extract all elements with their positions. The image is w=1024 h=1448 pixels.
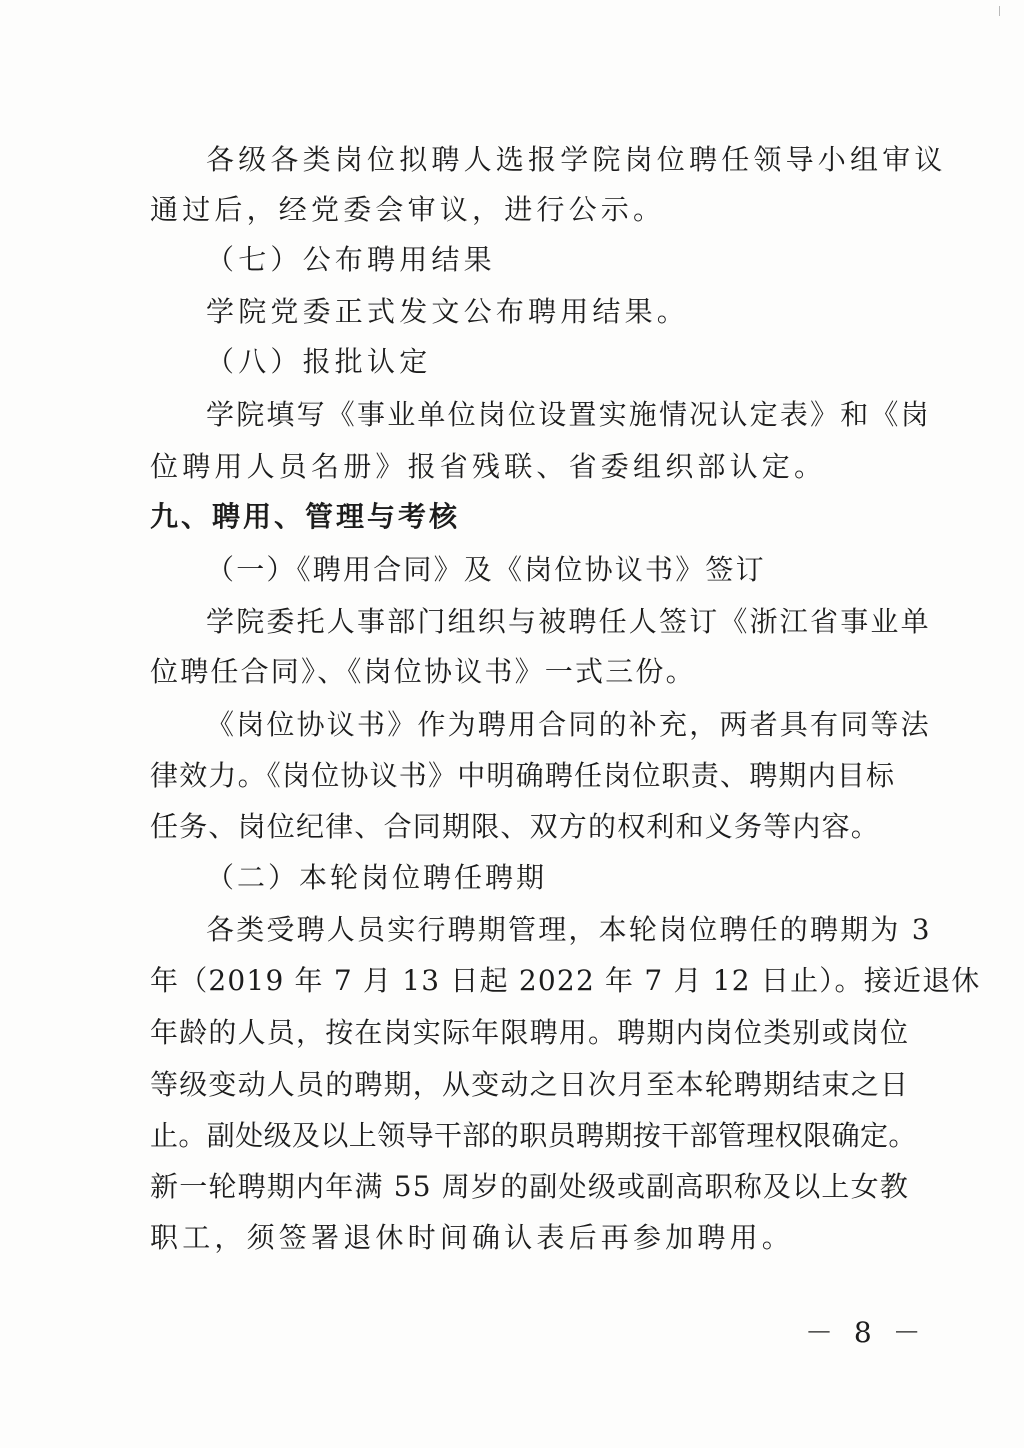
text-line-2: 通过后，经党委会审议，进行公示。 [150,193,666,226]
text-line-1: 各级各类岗位拟聘人选报学院岗位聘任领导小组审议 [206,143,947,176]
subheading-8: （八）报批认定 [206,345,432,378]
text-line-21: 新一轮聘期内年满 55 周岁的副处级或副高职称及以上女教 [150,1170,910,1203]
text-line-13: 律效力。《岗位协议书》中明确聘任岗位职责、聘期内目标 [150,759,896,792]
subheading-9-1: （一）《聘用合同》及《岗位协议书》签订 [206,553,766,586]
text-line-12: 《岗位协议书》作为聘用合同的补充，两者具有同等法 [206,708,931,741]
text-line-20: 止。副处级及以上领导干部的职员聘期按干部管理权限确定。 [150,1119,917,1152]
page-number: － 8 － [805,1316,927,1349]
text-line-10: 学院委托人事部门组织与被聘任人签订《浙江省事业单 [206,605,931,638]
text-line-4: 学院党委正式发文公布聘用结果。 [206,295,690,328]
scan-edge-mark [999,6,1000,16]
text-line-17: 年（2019 年 7 月 13 日起 2022 年 7 月 12 日止）。接近退休 [150,964,981,997]
text-line-6: 学院填写《事业单位岗位设置实施情况认定表》和《岗 [206,398,931,431]
text-line-19: 等级变动人员的聘期，从变动之日次月至本轮聘期结束之日 [150,1068,910,1101]
text-line-7: 位聘用人员名册》报省残联、省委组织部认定。 [150,450,827,483]
text-line-16: 各类受聘人员实行聘期管理，本轮岗位聘任的聘期为 3 [206,913,932,946]
text-line-11: 位聘任合同》、《岗位协议书》一式三份。 [150,655,696,688]
text-line-14: 任务、岗位纪律、合同期限、双方的权利和义务等内容。 [150,810,881,843]
subheading-7: （七）公布聘用结果 [206,243,496,276]
section-heading-9: 九、聘用、管理与考核 [150,500,461,533]
text-line-18: 年龄的人员，按在岗实际年限聘用。聘期内岗位类别或岗位 [150,1016,910,1049]
subheading-9-2: （二）本轮岗位聘任聘期 [206,861,548,894]
text-line-22: 职工，须签署退休时间确认表后再参加聘用。 [150,1221,795,1254]
